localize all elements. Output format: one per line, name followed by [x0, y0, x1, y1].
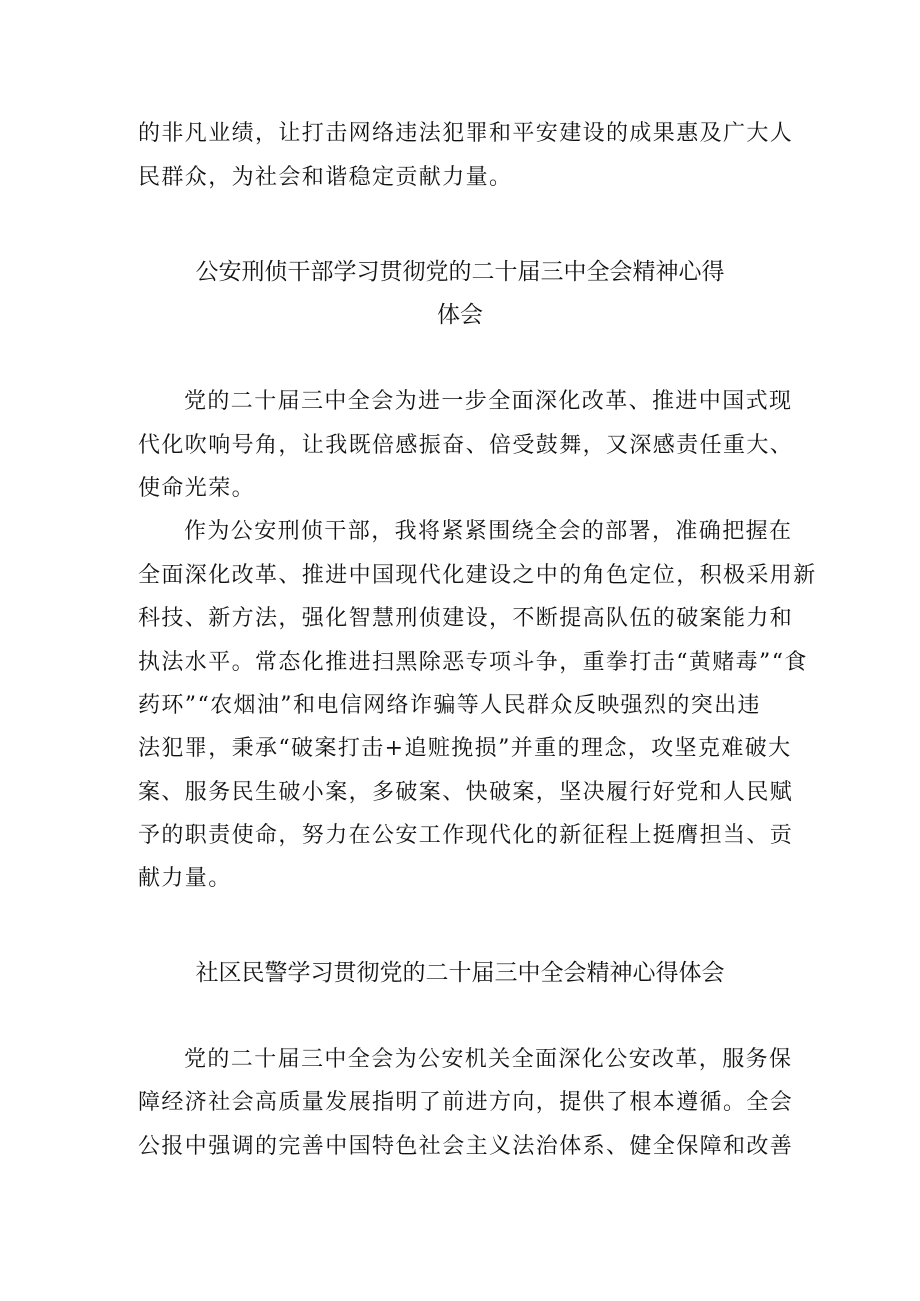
section1-title-line-1: 公安刑侦干部学习贯彻党的二十届三中全会精神心得: [195, 259, 725, 285]
section1-para2-line-7: 案、服务民生破小案，多破案、快破案，坚决履行好党和人民赋: [138, 780, 794, 805]
section2-para1-line-1: 党的二十届三中全会为公安机关全面深化公安改革，服务保: [184, 1047, 793, 1072]
section1-para2-line-1: 作为公安刑侦干部，我将紧紧围绕全会的部署，准确把握在: [184, 519, 793, 544]
section1-para2-line-6: 法犯罪，秉承“破案打击+追赃挽损”并重的理念，攻坚克难破大: [138, 736, 792, 761]
intro-line-2: 民群众，为社会和谐稳定贡献力量。: [138, 165, 513, 190]
section1-para2-line-8: 予的职责使命，努力在公安工作现代化的新征程上挺膺担当、贡: [138, 823, 794, 848]
section1-para2-line-2: 全面深化改革、推进中国现代化建设之中的角色定位，积极采用新: [138, 563, 817, 588]
section2-title: 社区民警学习贯彻党的二十届三中全会精神心得体会: [195, 960, 725, 986]
section1-para2-line-4: 执法水平。常态化推进扫黑除恶专项斗争，重拳打击“黄赌毒”“食: [138, 650, 808, 675]
section1-para1-line-1: 党的二十届三中全会为进一步全面深化改革、推进中国式现: [184, 389, 793, 414]
section2-para1-line-2: 障经济社会高质量发展指明了前进方向，提供了根本遵循。全会: [138, 1090, 794, 1115]
section1-para1-line-2: 代化吹响号角，让我既倍感振奋、倍受鼓舞，又深感责任重大、: [138, 433, 794, 458]
intro-line-1: 的非凡业绩，让打击网络违法犯罪和平安建设的成果惠及广大人: [138, 121, 794, 146]
section1-title-line-2: 体会: [437, 302, 483, 328]
section1-para2-line-9: 献力量。: [138, 866, 232, 891]
section1-para2-line-3: 科技、新方法，强化智慧刑侦建设，不断提高队伍的破案能力和: [138, 606, 794, 631]
section1-para2-line-5: 药环”“农烟油”和电信网络诈骗等人民群众反映强烈的突出违: [138, 693, 761, 718]
section2-para1-line-3: 公报中强调的完善中国特色社会主义法治体系、健全保障和改善: [138, 1134, 794, 1159]
section1-para1-line-3: 使命光荣。: [138, 476, 256, 501]
